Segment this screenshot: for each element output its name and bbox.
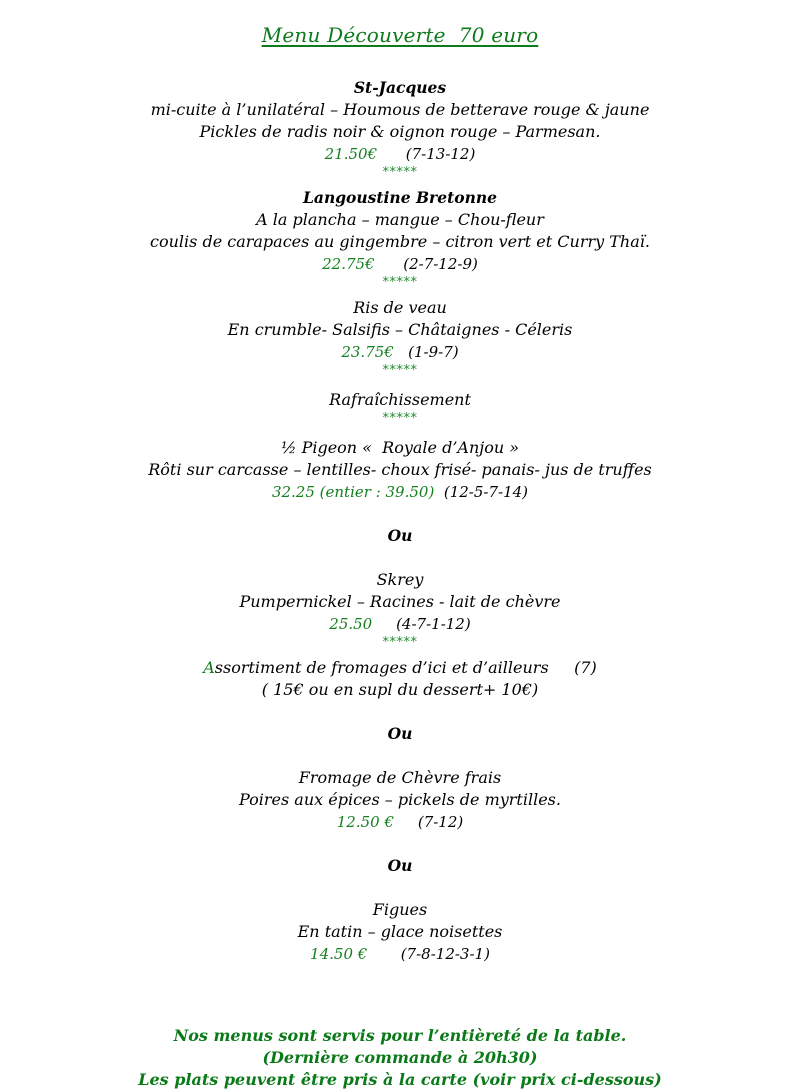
price-row: [60, 143, 740, 165]
dish-price: 12.50 €: [336, 813, 394, 831]
dish-allergens: (4-7-1-12): [396, 615, 471, 633]
section-separator: *****: [382, 275, 418, 290]
spacer: [60, 965, 740, 995]
dish-allergens: (1-9-7): [408, 343, 459, 361]
section-separator: *****: [382, 363, 418, 378]
price-row: [60, 943, 740, 965]
menu-footer-notes: [60, 1025, 740, 1091]
footer-note-line: (Dernière commande à 20h30): [262, 1048, 538, 1067]
page-title-text: Menu Découverte 70 euro: [261, 23, 539, 47]
dish-name: Langoustine Bretonne: [303, 188, 497, 207]
spacer: [60, 379, 740, 389]
dish-price: 22.75€: [322, 255, 375, 273]
course-ris-de-veau: [60, 297, 740, 379]
dish-allergens: (7-12): [417, 813, 464, 831]
dish-price: 14.50 €: [310, 945, 368, 963]
spacer: [60, 995, 740, 1025]
choice-separator-ou: Ou: [387, 724, 413, 743]
dish-name: St-Jacques: [353, 78, 447, 97]
price-row: [60, 253, 740, 275]
dish-description-line: En tatin – glace noisettes: [297, 922, 503, 941]
spacer: [60, 745, 740, 767]
dish-description-line: Pickles de radis noir & oignon rouge – Parmesan.: [199, 122, 601, 141]
course-fromage-chevre-frais: [60, 767, 740, 833]
dish-name: Skrey: [376, 570, 424, 589]
dish-price: 32.25 (entier : 39.50): [271, 483, 435, 501]
dish-name: Fromage de Chèvre frais: [298, 768, 502, 787]
price-row: [60, 613, 740, 635]
dish-description-line: En crumble- Salsifis – Châtaignes - Céleris: [227, 320, 573, 339]
dish-price: 23.75€: [341, 343, 394, 361]
section-separator: *****: [382, 635, 418, 650]
section-separator: *****: [382, 165, 418, 180]
dish-name: Rafraîchissement: [329, 390, 471, 409]
dish-description-line: Poires aux épices – pickels de myrtilles.: [239, 790, 561, 809]
page-title: [60, 0, 740, 47]
cheese-supplement-note: ( 15€ ou en supl du dessert+ 10€): [261, 680, 539, 699]
price-row: [60, 481, 740, 503]
dish-name: Ris de veau: [353, 298, 447, 317]
spacer: [60, 833, 740, 855]
cheese-allergens: (7): [574, 658, 597, 677]
price-row: [60, 811, 740, 833]
dish-description-line: Pumpernickel – Racines - lait de chèvre: [239, 592, 561, 611]
dish-description-line: A la plancha – mangue – Chou-fleur: [256, 210, 544, 229]
dish-price: 21.50€: [324, 145, 378, 163]
course-langoustine-bretonne: [60, 187, 740, 291]
course-st-jacques: [60, 77, 740, 181]
course-assortiment-fromages: [60, 657, 740, 701]
footer-note-line: Nos menus sont servis pour l’entièreté de la table.: [173, 1026, 627, 1045]
spacer: [60, 47, 740, 77]
spacer: [60, 547, 740, 569]
footer-note-line: Les plats peuvent être pris à la carte (voir prix ci-dessous): [138, 1070, 662, 1089]
dish-allergens: (12-5-7-14): [443, 483, 529, 501]
spacer: [60, 877, 740, 899]
dish-allergens: (7-8-12-3-1): [400, 945, 490, 963]
course-figues: [60, 899, 740, 965]
course-pigeon-royale-danjou: [60, 437, 740, 503]
course-rafraichissement: [60, 389, 740, 427]
course-skrey: [60, 569, 740, 651]
dish-allergens: (7-13-12): [405, 145, 476, 163]
section-separator: *****: [382, 411, 418, 426]
spacer: [60, 701, 740, 723]
price-row: [60, 341, 740, 363]
dish-price: 25.50: [329, 615, 373, 633]
dish-description-line: mi-cuite à l’unilatéral – Houmous de betterave rouge & jaune: [150, 100, 650, 119]
dish-allergens: (2-7-12-9): [403, 255, 478, 273]
cheese-course-name: [60, 657, 740, 679]
dish-description-line: Rôti sur carcasse – lentilles- choux frisé- panais- jus de truffes: [148, 460, 652, 479]
spacer: [60, 427, 740, 437]
spacer: [60, 503, 740, 525]
choice-separator-ou: Ou: [387, 856, 413, 875]
dish-description-line: coulis de carapaces au gingembre – citron vert et Curry Thaï.: [150, 232, 650, 251]
dish-name: Figues: [372, 900, 428, 919]
dish-name: ½ Pigeon « Royale d’Anjou »: [280, 438, 520, 457]
cheese-initial-letter: A: [203, 658, 215, 677]
choice-separator-ou: Ou: [387, 526, 413, 545]
cheese-name-rest: ssortiment de fromages d’ici et d’ailleurs: [214, 658, 549, 677]
